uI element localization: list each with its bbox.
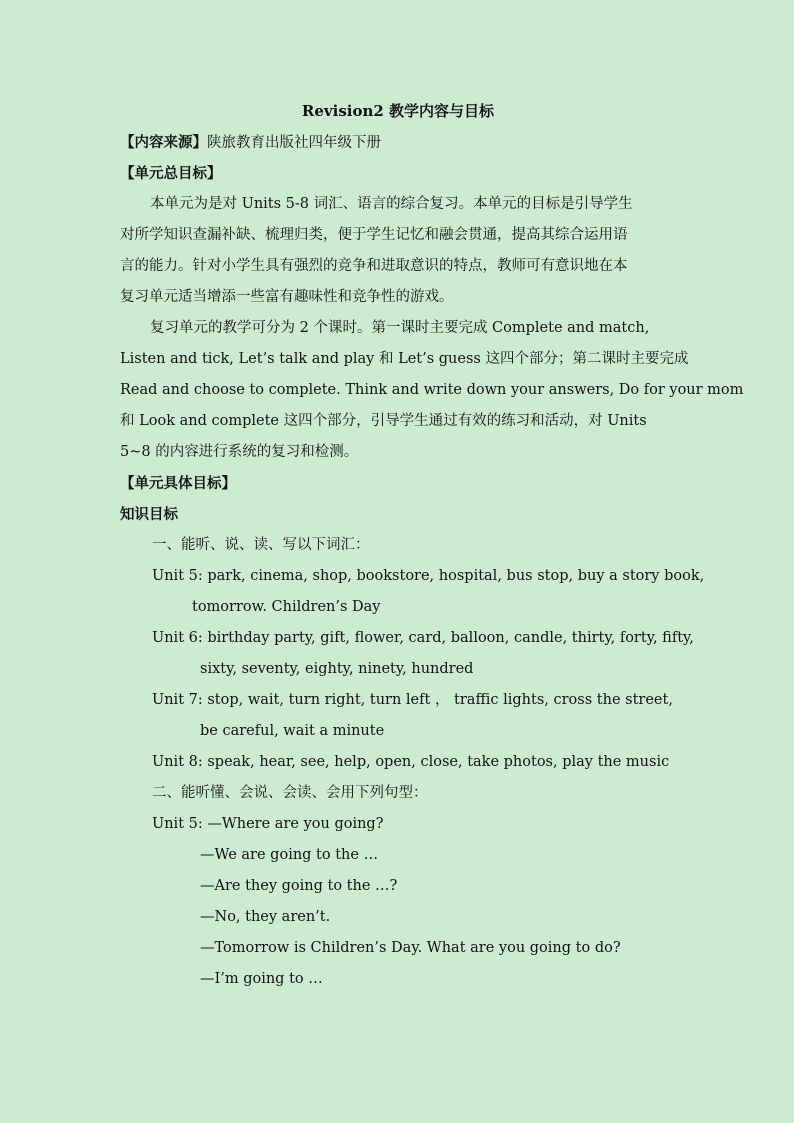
vocab-unit-words: park, cinema, shop, bookstore, hospital, bus stop, buy a story book,: [207, 568, 705, 584]
knowledge-heading: 知识目标: [120, 506, 178, 523]
sentence-heading: 二、能听懂、会说、会读、会用下列句型：: [152, 785, 428, 801]
content-source: [120, 127, 676, 158]
document-page: [120, 96, 744, 995]
vocab-unit-continuation: be careful, wait a minute: [200, 723, 385, 739]
sentence-line: —No, they aren’t.: [200, 909, 331, 925]
vocab-unit-label: Unit 8:: [152, 754, 203, 770]
content-source-value: 陕旅教育出版社四年级下册: [207, 135, 381, 151]
vocab-unit-words: stop, wait, turn right, turn left ， traffic lights, cross the street,: [207, 692, 673, 708]
sentence-line: —We are going to the …: [200, 847, 379, 863]
overall-paragraph-2-line: 5~8 的内容进行系统的复习和检测。: [120, 444, 359, 460]
specific-goal-heading: 【单元具体目标】: [120, 475, 236, 492]
overall-paragraph-1-line: 对所学知识查漏补缺、梳理归类，便于学生记忆和融会贯通，提高其综合运用语: [120, 227, 628, 243]
overall-paragraph-2-line: Listen and tick, Let’s talk and play 和 Let’s guess 这四个部分；第二课时主要完成: [120, 351, 689, 367]
overall-paragraph-2-line: 和 Look and complete 这四个部分，引导学生通过有效的练习和活动，对 Units: [120, 413, 647, 429]
overall-paragraph-2-line: Read and choose to complete. Think and write down your answers, Do for your mom: [120, 382, 744, 398]
overall-paragraph-2-line: 复习单元的教学可分为 2 个课时。第一课时主要完成 Complete and match,: [150, 320, 650, 336]
content-source-label: 【内容来源】: [120, 134, 207, 151]
sentence-line: —Are they going to the …?: [200, 878, 398, 894]
overall-paragraph-1-line: 本单元为是对 Units 5-8 词汇、语言的综合复习。本单元的目标是引导学生: [150, 196, 633, 212]
vocab-unit-line: [120, 623, 694, 654]
vocab-unit-words: speak, hear, see, help, open, close, take photos, play the music: [207, 754, 670, 770]
vocab-unit-line: [120, 561, 705, 592]
sentence-unit-label: Unit 5:: [152, 816, 203, 832]
vocab-unit-continuation: sixty, seventy, eighty, ninety, hundred: [200, 661, 474, 677]
overall-paragraph-1-line: 复习单元适当增添一些富有趣味性和竞争性的游戏。: [120, 289, 454, 305]
sentence-text: —Where are you going?: [207, 816, 384, 832]
vocab-unit-label: Unit 7:: [152, 692, 203, 708]
vocab-unit-words: birthday party, gift, flower, card, balloon, candle, thirty, forty, fifty,: [207, 630, 694, 646]
overall-goal-heading: 【单元总目标】: [120, 165, 222, 182]
sentence-line: —I’m going to …: [200, 971, 323, 987]
vocab-heading: 一、能听、说、读、写以下词汇：: [152, 537, 370, 553]
vocab-unit-label: Unit 5:: [152, 568, 203, 584]
sentence-line: —Tomorrow is Children’s Day. What are you going to do?: [200, 940, 621, 956]
vocab-unit-continuation: tomorrow. Children’s Day: [192, 599, 381, 615]
overall-paragraph-1-line: 言的能力。针对小学生具有强烈的竞争和进取意识的特点，教师可有意识地在本: [120, 258, 628, 274]
sentence-line: [120, 809, 676, 840]
document-title: Revision2 教学内容与目标: [301, 102, 495, 120]
vocab-unit-line: [120, 685, 676, 716]
vocab-unit-line: [120, 747, 676, 778]
vocab-unit-label: Unit 6:: [152, 630, 203, 646]
